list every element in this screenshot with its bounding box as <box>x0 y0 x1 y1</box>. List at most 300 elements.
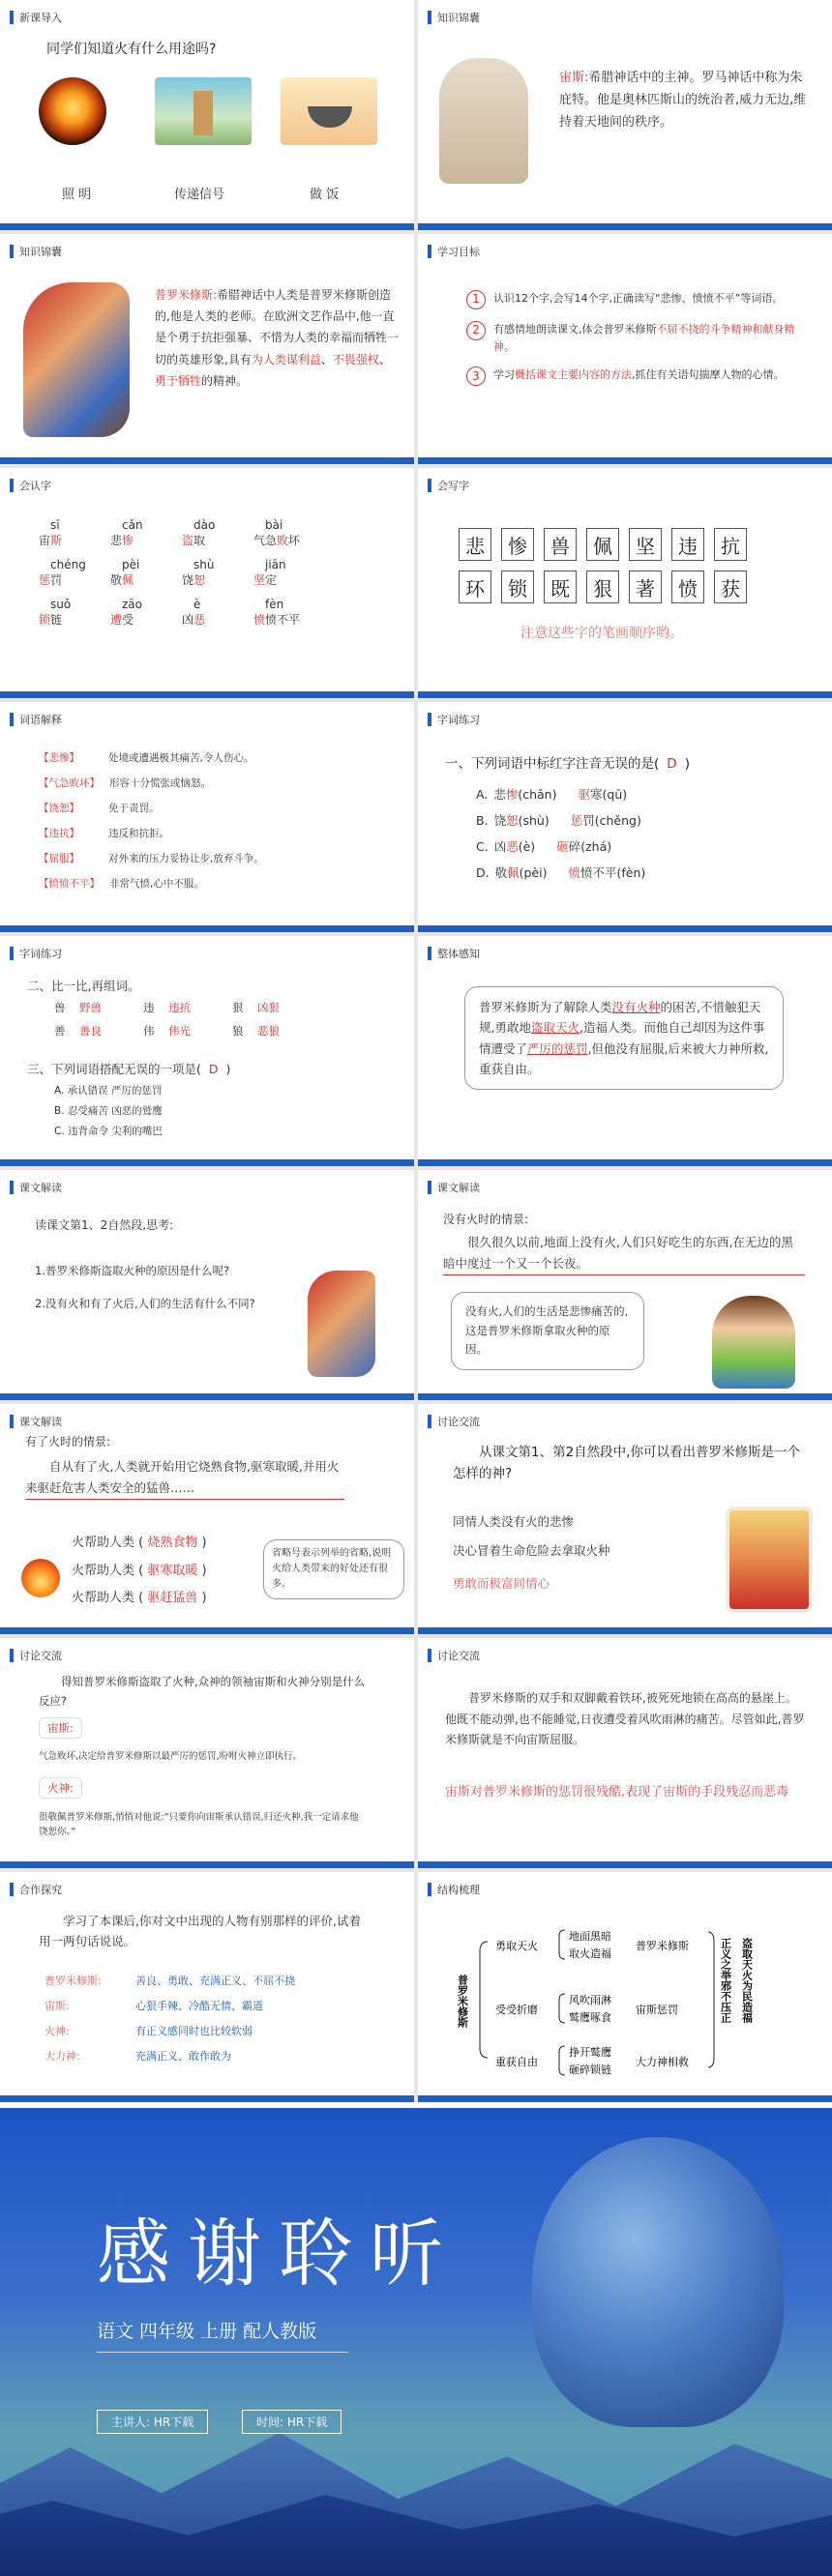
fire-help-pre: 火帮助人类 <box>72 1563 135 1578</box>
root-label: 普罗米修斯 <box>457 1975 469 2028</box>
pinyin-text: suǒ <box>50 598 72 611</box>
write-char-box: 既 <box>544 571 577 603</box>
quiz-option-part: (fèn) <box>616 865 646 880</box>
definition-list <box>39 750 387 901</box>
definition-term: 【愤愤不平】 <box>39 878 100 890</box>
compare-answer: 恶狼 <box>257 1024 280 1038</box>
compare-answer: 凶狠 <box>257 1001 280 1014</box>
pinyin-text: pèi <box>122 558 140 571</box>
goal-pre: 学习 <box>493 368 515 382</box>
evaluation-row <box>45 2023 295 2038</box>
evaluation-name: 大力神: <box>45 2050 80 2063</box>
quiz-option-part: 惨 <box>505 787 519 802</box>
header-mark <box>428 1649 431 1662</box>
zeus-name: 宙斯: <box>559 71 589 85</box>
fire-help-row: 火帮助人类 ( 驱赶猛兽 ) <box>72 1591 207 1606</box>
summary-text-1: 普罗米修斯为了解除人类 <box>479 1000 612 1014</box>
slide-write-chars <box>418 468 832 698</box>
quiz-options <box>476 785 645 890</box>
summary-text-3: ,造福人类。而他自己却因为这件事情遭受了 <box>479 1020 765 1056</box>
word-part: 罚 <box>50 573 63 587</box>
goal-pre: 认识12个字,会写14个字,正确读写“悲惨、愤愤不平”等词语。 <box>493 292 784 305</box>
header-label: 字词练习 <box>19 948 62 960</box>
use-label-3: 做 饭 <box>310 188 340 202</box>
slide-reading-2 <box>418 1170 832 1400</box>
quiz-option-part: 碎 <box>568 839 581 854</box>
speaker-pill: 主讲人: HR下载 <box>97 2410 208 2434</box>
pinyin-text: sī <box>50 518 60 532</box>
slide-header <box>428 1648 480 1663</box>
thanks-title: 感谢聆听 <box>97 2210 461 2297</box>
prometheus-painting <box>726 1507 813 1613</box>
zeus-label: 宙斯: <box>39 1717 82 1739</box>
word-part: 愤不平 <box>265 613 301 627</box>
fire-help-row: 火帮助人类 ( 烧熟食物 ) <box>72 1536 207 1550</box>
target-char: 惩 <box>39 573 51 587</box>
intro-question: 同学们知道火有什么用途吗? <box>46 42 217 57</box>
brace-2 <box>559 1994 565 2023</box>
fire-help-hl: 驱赶猛兽 <box>147 1591 198 1606</box>
slide-header <box>428 10 480 25</box>
header-mark <box>428 245 431 258</box>
hanzi-word <box>182 571 253 588</box>
hanzi-word <box>110 571 182 588</box>
goal-text <box>493 321 795 355</box>
torch-image <box>39 77 106 145</box>
use-label-1: 照 明 <box>62 188 92 202</box>
pinyin-cell <box>182 518 253 548</box>
slide-thanks <box>0 2108 832 2576</box>
definition-term: 【气急败坏】 <box>39 777 100 789</box>
header-mark <box>428 479 431 492</box>
word-part: 凶 <box>182 613 194 627</box>
header-label: 知识锦囊 <box>437 12 480 24</box>
answer-2: 决心冒着生命危险去拿取火种 <box>453 1543 610 1558</box>
header-label: 字词练习 <box>437 714 480 726</box>
header-label: 讨论交流 <box>19 1650 62 1662</box>
quiz-option-part: 愤不平 <box>580 865 617 880</box>
write-char-box: 违 <box>671 528 704 561</box>
evaluation-row <box>45 2048 295 2064</box>
header-label: 课文解读 <box>437 1182 480 1194</box>
discussion-question: 从课文第1、第2自然段中,你可以看出普罗米修斯是一个怎样的神? <box>453 1445 800 1481</box>
ellipsis-note: 省略号表示列举的省略,说明火给人类带来的好处还有很多。 <box>263 1539 404 1599</box>
zeus-text: 希腊神话中的主神。罗马神话中称为朱庇特。他是奥林匹斯山的统治者,威力无边,维持着天地间的秩序。 <box>559 71 807 130</box>
slide-header <box>428 1882 480 1897</box>
pinyin-text: fèn <box>265 598 284 611</box>
quiz-option-part: 驱 <box>578 787 590 802</box>
punishment-summary: 宙斯对普罗米修斯的惩罚很残酷,表现了宙斯的手段残忍而恶毒 <box>445 1785 789 1800</box>
word-part: 坏 <box>288 534 301 547</box>
hanzi-word <box>39 611 110 628</box>
hanzi-word <box>39 532 110 548</box>
pinyin-cell <box>39 598 110 628</box>
quiz-option-part: (chǎn) <box>518 787 557 802</box>
word-part: 受 <box>122 613 134 627</box>
fire-help-hl: 驱寒取暖 <box>147 1563 198 1578</box>
word-part: 取 <box>193 534 206 547</box>
reading-question-2: 2.没有火和有了火后,人们的生活有什么不同? <box>35 1297 255 1310</box>
highlight-3: 勇于牺牲 <box>155 373 202 388</box>
no-fire-title: 没有火时的情景: <box>443 1213 529 1226</box>
slide-header <box>10 1414 62 1429</box>
fire-god-answer: 很敬佩普罗米修斯,悄悄对他说:“只要你向宙斯承认错误,归还火种,我一定请求他饶恕你。” <box>39 1812 359 1838</box>
structure-diagram <box>457 1913 805 2087</box>
quiz-option-part: 敬 <box>494 865 508 880</box>
slide-goals <box>418 234 832 464</box>
slide-header <box>428 478 469 493</box>
slide-header <box>10 1648 62 1663</box>
header-label: 学习目标 <box>437 246 480 258</box>
slide-recognize-chars <box>0 468 414 698</box>
pinyin-text: zāo <box>122 598 142 611</box>
quiz-option-part: 愤 <box>568 865 581 880</box>
compare-answer: 违抗 <box>168 1001 191 1014</box>
header-label: 课文解读 <box>19 1182 62 1194</box>
quiz-option-part: 惩 <box>570 813 583 828</box>
use-label-2: 传递信号 <box>174 188 225 202</box>
header-label: 整体感知 <box>437 948 480 960</box>
match-question-end: ) <box>225 1062 231 1076</box>
quiz-option-part: 恶 <box>506 839 519 854</box>
quiz-option-part: 饶 <box>493 813 507 828</box>
header-mark <box>10 245 14 258</box>
pinyin-text: chéng <box>50 558 86 571</box>
definition-row <box>39 826 387 840</box>
statue-image <box>532 2137 784 2427</box>
header-mark <box>428 713 431 726</box>
prometheus-desc <box>155 284 399 392</box>
slide-intro <box>0 0 414 230</box>
slide-header <box>10 1882 62 1897</box>
header-label: 讨论交流 <box>437 1650 480 1662</box>
quiz-option-part: 凶 <box>493 839 507 854</box>
goal-item <box>466 366 795 386</box>
goal-text <box>493 290 783 307</box>
slide-overall <box>418 936 832 1166</box>
prometheus-name: 普罗米修斯: <box>155 288 218 302</box>
goal-list <box>466 290 795 397</box>
cooking-image <box>281 77 377 145</box>
beacon-tower-image <box>155 77 252 145</box>
time-pill: 时间: HR下载 <box>242 2410 342 2434</box>
slide-header <box>428 1180 480 1195</box>
slide-prometheus <box>0 234 414 464</box>
goal-item <box>466 290 795 309</box>
definition-text: 对外来的压力妥协让步,放弃斗争。 <box>108 853 264 864</box>
compare-answer: 野兽 <box>79 1001 102 1014</box>
header-mark <box>10 1649 14 1662</box>
target-char: 斯 <box>50 534 63 547</box>
compare-char: 善 <box>54 1024 66 1038</box>
header-mark <box>10 479 14 492</box>
match-options <box>54 1081 163 1142</box>
prometheus-illustration <box>23 282 130 437</box>
hanzi-word <box>253 611 350 628</box>
target-char: 恶 <box>193 613 206 627</box>
quiz-option-part: C. <box>476 839 489 854</box>
with-fire-paragraph: 自从有了火,人类就开始用它烧熟食物,驱寒取暖,并用火来驱赶危害人类安全的猛兽…… <box>25 1456 344 1500</box>
hanzi-word <box>182 611 253 628</box>
quiz-option-part: (shù) <box>518 813 550 828</box>
slide-pinyin-quiz <box>418 702 832 932</box>
header-mark <box>428 1415 431 1428</box>
definition-text: 形容十分慌张或恼怒。 <box>109 777 211 789</box>
quiz-option-part: 佩 <box>507 865 520 880</box>
fire-help-pre: 火帮助人类 <box>72 1591 135 1606</box>
word-part: 饶 <box>182 573 194 587</box>
slide-reading-1 <box>0 1170 414 1400</box>
compare-question: 二、比一比,再组词。 <box>27 979 140 993</box>
compare-row <box>54 1000 317 1015</box>
write-char-box: 坚 <box>629 528 662 561</box>
subtitle-divider <box>97 2352 348 2353</box>
zeus-answer: 气急败坏,决定给普罗米修斯以最严厉的惩罚,吩咐火神立即执行。 <box>39 1751 303 1762</box>
girl-reading-illustration <box>712 1296 795 1389</box>
write-char-box: 获 <box>714 571 747 603</box>
slide-header <box>10 478 51 493</box>
target-char: 恕 <box>193 573 206 587</box>
quiz-option-part: (qū) <box>602 787 628 802</box>
slide-discussion-2 <box>0 1638 414 1868</box>
fire-help-pre: 火帮助人类 <box>72 1536 135 1550</box>
quiz-option <box>476 864 645 881</box>
word-part: 气急 <box>253 534 278 547</box>
zeus-desc <box>559 68 815 133</box>
evaluation-desc: 有正义感同时也比较软弱 <box>135 2025 253 2037</box>
fire-god-label: 火神: <box>39 1777 82 1799</box>
pinyin-cell <box>110 518 182 548</box>
write-char-box: 抗 <box>714 528 747 561</box>
header-label: 新课导入 <box>19 12 62 24</box>
quiz-option-part: 悲 <box>493 787 506 802</box>
branch-1: 勇取天火 <box>495 1940 538 1952</box>
character-evaluations <box>45 1973 295 2073</box>
goal-highlight: 概括课文主要内容的方法 <box>515 368 632 382</box>
slide-discussion-3 <box>418 1638 832 1868</box>
compare-row <box>54 1023 317 1039</box>
write-char-box: 兽 <box>544 528 577 561</box>
slide-header <box>428 946 480 961</box>
definition-row <box>39 776 387 790</box>
summary-bubble <box>464 986 784 1090</box>
definition-row <box>39 876 387 891</box>
target-char: 愤 <box>253 613 266 627</box>
fire-help-list <box>72 1530 207 1613</box>
answer-1: 同情人类没有火的悲惨 <box>453 1514 575 1529</box>
target-char: 惨 <box>122 534 134 547</box>
write-char-grid <box>459 528 749 603</box>
compare-char: 兽 <box>54 1001 66 1014</box>
write-char-box: 惨 <box>501 528 534 561</box>
compare-answer: 伟光 <box>168 1024 191 1038</box>
slide-header <box>10 1180 62 1195</box>
word-part: 链 <box>50 613 63 627</box>
header-label: 合作探究 <box>19 1884 62 1896</box>
answer-3: 勇敢而极富同情心 <box>453 1576 550 1591</box>
definition-term: 【悲惨】 <box>39 752 79 764</box>
summary-text-2: 的困苦,不惜触犯天规,勇敢地 <box>479 1000 761 1036</box>
definition-row <box>39 851 387 865</box>
hanzi-word <box>253 532 350 548</box>
conclusion-1: 盗取天火为民造福 <box>740 1938 754 2023</box>
summary-text-4: ,但他没有屈服,后来被大力神所救,重获自由。 <box>479 1040 769 1076</box>
campfire-icon <box>21 1559 60 1597</box>
summary-blank-1: 没有火种 <box>611 1000 661 1014</box>
quiz-option-part: (pèi) <box>519 865 548 880</box>
sep-1: 、 <box>320 352 333 366</box>
slide-header <box>10 244 62 259</box>
definition-term: 【屈服】 <box>39 853 79 864</box>
quiz-option-part: (è) <box>518 839 536 854</box>
slide-reading-3 <box>0 1404 414 1634</box>
compare-char: 狠 <box>232 1001 244 1014</box>
compare-pairs <box>54 1000 317 1046</box>
header-mark <box>10 1181 14 1194</box>
header-label: 课文解读 <box>19 1416 62 1428</box>
pinyin-cell <box>110 598 182 628</box>
highlight-1: 为人类谋利益 <box>251 352 321 366</box>
pinyin-cell <box>253 598 350 628</box>
hanzi-word <box>110 611 182 628</box>
slide-word-defs <box>0 702 414 932</box>
pinyin-cell <box>253 558 350 588</box>
write-char-box: 著 <box>629 571 662 603</box>
quiz-option-part: A. <box>476 787 489 802</box>
target-char: 遭 <box>110 613 123 627</box>
word-part: 定 <box>265 573 278 587</box>
target-char: 佩 <box>122 573 134 587</box>
slide-structure <box>418 1872 832 2102</box>
stroke-order-note: 注意这些字的笔画顺序哟。 <box>520 626 683 641</box>
branch-3a: 挣开鹫鹰 <box>569 2046 611 2059</box>
branch-2b: 鹫鹰啄食 <box>569 2011 611 2024</box>
discussion-question: 得知普罗米修斯盗取了火种,众神的领袖宙斯和火神分别是什么反应? <box>39 1675 366 1708</box>
definition-text: 非常气愤,心中不服。 <box>109 878 204 890</box>
slide-discussion-1 <box>418 1404 832 1634</box>
pinyin-text: shù <box>193 558 215 571</box>
quiz-option-part: 恕 <box>506 813 519 828</box>
header-mark <box>10 713 14 726</box>
slide-header <box>10 10 62 25</box>
goal-text <box>493 366 785 384</box>
quiz-option-part: 砸 <box>556 839 569 854</box>
goal-number: 2 <box>466 321 486 340</box>
word-part: 敬 <box>110 573 123 587</box>
word-part: 宙 <box>39 534 51 547</box>
target-char: 败 <box>277 534 289 547</box>
goal-pre: 有感情地朗读课文,体会普罗米修斯 <box>493 323 657 336</box>
branch-2-result: 宙斯惩罚 <box>636 2004 678 2016</box>
sep-2: 、 <box>378 352 391 366</box>
compare-answer: 善良 <box>79 1024 102 1038</box>
evaluation-row <box>45 1973 295 1988</box>
punishment-paragraph: 普罗米修斯的双手和双脚戴着铁环,被死死地锁在高高的悬崖上。他既不能动弹,也不能睡觉,日夜遭受着风吹雨淋的痛苦。尽管如此,普罗米修斯就是不向宙斯屈服。 <box>445 1691 805 1747</box>
branch-1b: 取火造福 <box>569 1947 611 1960</box>
quiz-option-part: D. <box>476 865 490 880</box>
compare-char: 狼 <box>232 1024 244 1038</box>
right-brace <box>708 1932 714 2067</box>
with-fire-title: 有了火时的情景: <box>25 1435 111 1449</box>
branch-1a: 地面黑暗 <box>569 1930 611 1943</box>
pinyin-cell <box>110 558 182 588</box>
hanzi-word <box>253 571 350 588</box>
goal-number: 3 <box>466 366 486 386</box>
evaluation-desc: 心狠手辣、冷酷无情、霸道 <box>135 2000 263 2012</box>
pinyin-cell <box>253 518 350 548</box>
match-option: A. 承认错误 严厉的惩罚 <box>54 1085 163 1097</box>
evaluation-name: 火神: <box>45 2025 70 2037</box>
prometheus-text: 希腊神话中人类是普罗米修斯创造的,他是人类的老师。在欧洲文艺作品中,他一直是个勇于抗拒强暴、不惜为人类的幸福而牺牲一切的英雄形象,具有 <box>155 288 400 366</box>
evaluation-desc: 充满正义、敢作敢为 <box>135 2050 231 2063</box>
slide-header <box>428 712 480 727</box>
definition-row <box>39 750 387 765</box>
header-mark <box>428 947 431 960</box>
header-mark <box>10 11 14 24</box>
target-char: 坚 <box>253 573 266 587</box>
pinyin-text: è <box>193 598 201 611</box>
slide-header <box>428 1414 480 1429</box>
prometheus-running-illustration <box>308 1271 375 1377</box>
slide-header <box>10 946 62 961</box>
write-char-box: 悲 <box>459 528 491 561</box>
goal-item <box>466 321 795 355</box>
quiz-option-part: 寒 <box>590 787 603 802</box>
quiz-option <box>476 837 645 855</box>
branch-3b: 砸碎锁链 <box>569 2064 611 2076</box>
quiz-option-part: (chěng) <box>594 813 641 828</box>
goal-highlight: 不屈不挠的斗争精神和献身精神 <box>493 323 795 353</box>
slide-compare-words <box>0 936 414 1166</box>
compare-char: 违 <box>143 1001 155 1014</box>
compare-char: 伟 <box>143 1024 155 1038</box>
definition-text: 违反和抗拒。 <box>108 828 169 839</box>
goal-post: 。 <box>504 339 515 353</box>
reading-question-1: 1.普罗米修斯盗取火种的原因是什么呢? <box>35 1264 230 1277</box>
target-char: 锁 <box>39 613 51 627</box>
pinyin-text: jiān <box>265 558 286 571</box>
conclusion-2: 正义之举邪不压正 <box>719 1938 732 2023</box>
header-label: 词语解释 <box>19 714 62 726</box>
header-label: 会认字 <box>19 480 51 492</box>
goal-post: ,抓住有关语句揣摩人物的心情。 <box>632 368 785 382</box>
pinyin-cell <box>39 558 110 588</box>
slide-zeus <box>418 0 832 230</box>
header-label: 会写字 <box>437 480 469 492</box>
quiz-option-part: B. <box>476 813 489 828</box>
header-mark <box>10 1883 14 1896</box>
header-label: 结构梳理 <box>437 1884 480 1896</box>
slide-header <box>428 244 480 259</box>
match-answer: D <box>208 1062 219 1076</box>
pinyin-grid <box>39 518 350 628</box>
match-option: B. 忍受痛苦 凶恶的鹫鹰 <box>54 1105 163 1117</box>
definition-text: 免于责罚。 <box>108 803 160 814</box>
branch-2a: 风吹雨淋 <box>569 1994 611 2006</box>
evaluation-row <box>45 1998 295 2013</box>
hanzi-word <box>182 532 253 548</box>
header-label: 知识锦囊 <box>19 246 62 258</box>
hanzi-word <box>110 532 182 548</box>
course-subtitle: 语文 四年级 上册 配人教版 <box>97 2321 317 2342</box>
word-part: 悲 <box>110 534 123 547</box>
match-option: C. 违背命令 尖利的嘴巴 <box>54 1126 163 1137</box>
evaluation-name: 普罗米修斯: <box>45 1975 102 1987</box>
match-question-text: 三、下列词语搭配无误的一项是( <box>27 1062 201 1076</box>
quiz-answer: D <box>667 756 677 772</box>
quiz-option-part: 罚 <box>582 813 595 828</box>
pinyin-text: dào <box>193 518 216 532</box>
